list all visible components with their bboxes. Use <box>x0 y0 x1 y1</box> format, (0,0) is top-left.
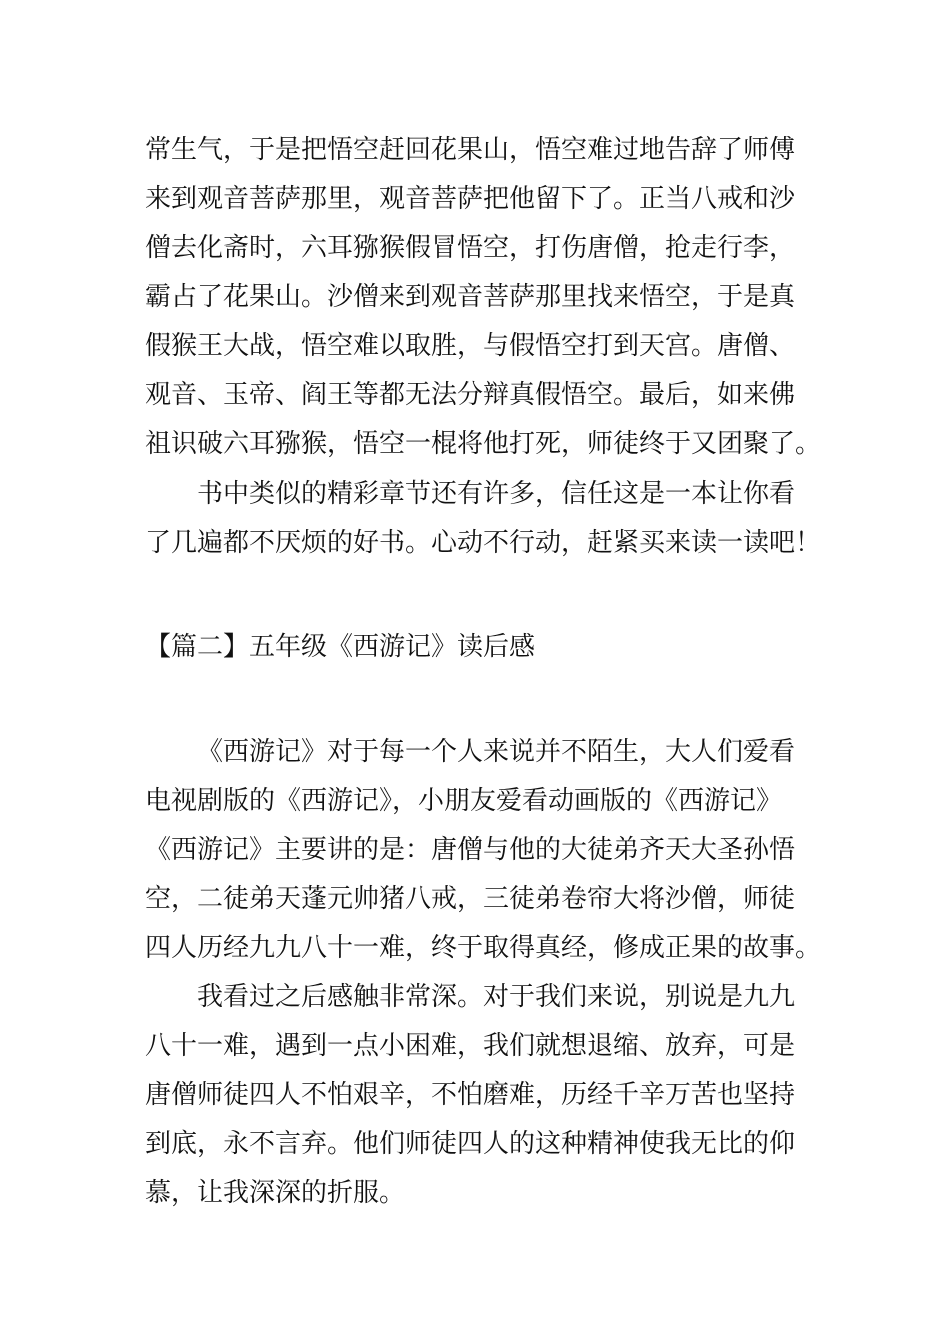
paragraph-line: 慕，让我深深的折服。 <box>145 1178 406 1208</box>
paragraph-line: 假猴王大战，悟空难以取胜，与假悟空打到天宫。唐僧、 <box>145 331 796 361</box>
paragraph-line: 四人历经九九八十一难，终于取得真经，修成正果的故事。 <box>145 933 822 963</box>
paragraph-line: 来到观音菩萨那里，观音菩萨把他留下了。正当八戒和沙 <box>145 184 796 214</box>
paragraph-line: 书中类似的精彩章节还有许多，信任这是一本让你看 <box>197 479 796 509</box>
section-heading: 【篇二】五年级《西游记》读后感 <box>145 632 536 662</box>
paragraph-line: 空，二徒弟天蓬元帅猪八戒，三徒弟卷帘大将沙僧，师徒 <box>145 884 796 914</box>
paragraph-line: 《西游记》对于每一个人来说并不陌生，大人们爱看 <box>197 737 796 767</box>
paragraph-line: 观音、玉帝、阎王等都无法分辩真假悟空。最后，如来佛 <box>145 380 796 410</box>
paragraph-line: 常生气，于是把悟空赶回花果山，悟空难过地告辞了师傅 <box>145 135 796 165</box>
paragraph-line: 到底，永不言弃。他们师徒四人的这种精神使我无比的仰 <box>145 1129 796 1159</box>
paragraph-line: 八十一难，遇到一点小困难，我们就想退缩、放弃，可是 <box>145 1031 796 1061</box>
paragraph-line: 僧去化斋时，六耳猕猴假冒悟空，打伤唐僧，抢走行李， <box>145 233 796 263</box>
paragraph-line: 唐僧师徒四人不怕艰辛，不怕磨难，历经千辛万苦也坚持 <box>145 1080 796 1110</box>
paragraph-line: 《西游记》主要讲的是：唐僧与他的大徒弟齐天大圣孙悟 <box>145 835 796 865</box>
paragraph-line: 祖识破六耳猕猴，悟空一棍将他打死，师徒终于又团聚了。 <box>145 429 822 459</box>
paragraph-line: 我看过之后感触非常深。对于我们来说，别说是九九 <box>197 982 796 1012</box>
paragraph-line: 了几遍都不厌烦的好书。心动不行动，赶紧买来读一读吧！ <box>145 528 822 558</box>
paragraph-line: 霸占了花果山。沙僧来到观音菩萨那里找来悟空，于是真 <box>145 282 796 312</box>
paragraph-line: 电视剧版的《西游记》，小朋友爱看动画版的《西游记》 <box>145 786 783 816</box>
